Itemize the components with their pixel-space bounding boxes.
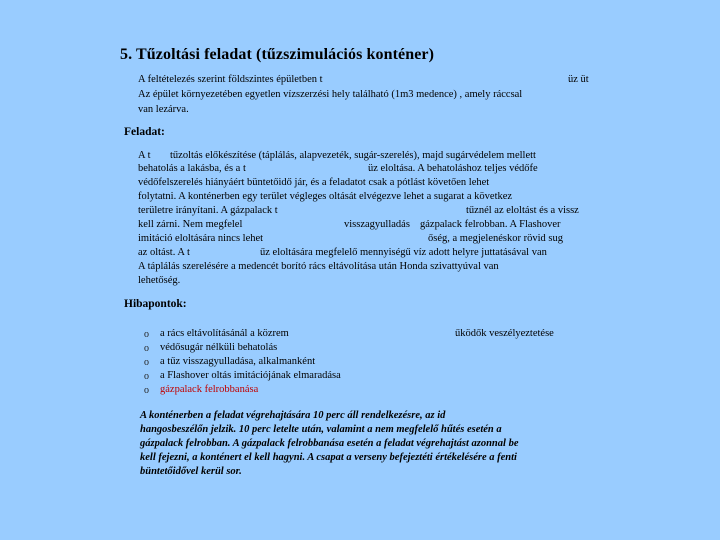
closing-line: kell fejezni, a konténert el kell hagyni. A csapat a verseny befejeztéti értékelésére a fenti	[140, 452, 517, 463]
task-line: védőfelszerelés hiányáért büntetőidő jár, és a feladatot csak a pótlást követően lehet	[138, 177, 490, 188]
task-line: az oltást. A t	[138, 247, 190, 258]
task-line: űz eloltására megfelelő mennyiségű víz adott helyre juttatásával van	[260, 247, 547, 258]
task-line: kell zárni. Nem megfelel	[138, 219, 243, 230]
intro-line-text: üz üt	[568, 74, 589, 85]
task-line: A t	[138, 150, 151, 161]
closing-line: büntetőidővel kerül sor.	[140, 466, 242, 477]
task-line: gázpalack felrobban. A Flashover	[420, 219, 561, 230]
task-line: imitáció eloltására nincs lehet	[138, 233, 264, 244]
intro-line: Az épület környezetében egyetlen vízszerzési hely található (1m3 medence) , amely ráccsal	[138, 89, 523, 100]
task-line: visszagyulladás	[344, 219, 410, 230]
bullet-icon: o	[144, 357, 149, 368]
tip-text: védősugár nélküli behatolás	[160, 342, 278, 353]
task-line: A táplálás szerelésére a medencét borító rács eltávolítása után Honda szivattyúval van	[138, 261, 499, 272]
tip-text: a Flashover oltás imitációjának elmaradása	[160, 370, 341, 381]
closing-line: hangosbeszélőn jelzik. 10 perc letelte után, valamint a nem megfelelő hűtés esetén a	[140, 424, 502, 435]
bullet-icon: o	[144, 371, 149, 382]
tips-heading: Hibapontok:	[124, 298, 187, 310]
task-line: behatolás a lakásba, és a t	[138, 163, 246, 174]
task-line: tűzoltás előkészítése (táplálás, alapvezeték, sugár-szerelés), majd sugárvédelem mellett	[170, 150, 536, 161]
intro-line-text: A feltételezés szerint földszintes épületben t	[138, 74, 323, 85]
task-line: őség, a megjelenéskor rövid sug	[428, 233, 564, 244]
tip-text: a tűz visszagyulladása, alkalmanként	[160, 356, 316, 367]
page-title: 5. Tűzoltási feladat (tűzszimulációs konténer)	[120, 46, 435, 63]
bullet-icon: o	[144, 343, 149, 354]
task-line: folytatni. A konténerben egy terület végleges oltását elvégezve lehet a sugarat a következ	[138, 191, 513, 202]
tip-text: gázpalack felrobbanása	[160, 384, 259, 395]
task-line: tűznél az eloltást és a vissz	[466, 205, 579, 216]
task-line: lehetőség.	[138, 275, 181, 286]
bullet-icon: o	[144, 385, 149, 396]
task-heading: Feladat:	[124, 126, 165, 138]
intro-line	[138, 74, 323, 85]
intro-line: van lezárva.	[138, 104, 189, 115]
tip-text: a rács eltávolításánál a közrem	[160, 328, 289, 339]
task-line: területre irányítani. A gázpalack t	[138, 205, 278, 216]
intro-line	[568, 74, 589, 85]
closing-line: A konténerben a feladat végrehajtására 10 perc áll rendelkezésre, az id	[140, 410, 446, 421]
closing-line: gázpalack felrobban. A gázpalack felrobbanása esetén a feladat végrehajtást azonnal be	[140, 438, 519, 449]
tip-text: űködők veszélyeztetése	[455, 328, 554, 339]
task-line: üz eloltása. A behatoláshoz teljes védőfe	[368, 163, 538, 174]
bullet-icon: o	[144, 329, 149, 340]
